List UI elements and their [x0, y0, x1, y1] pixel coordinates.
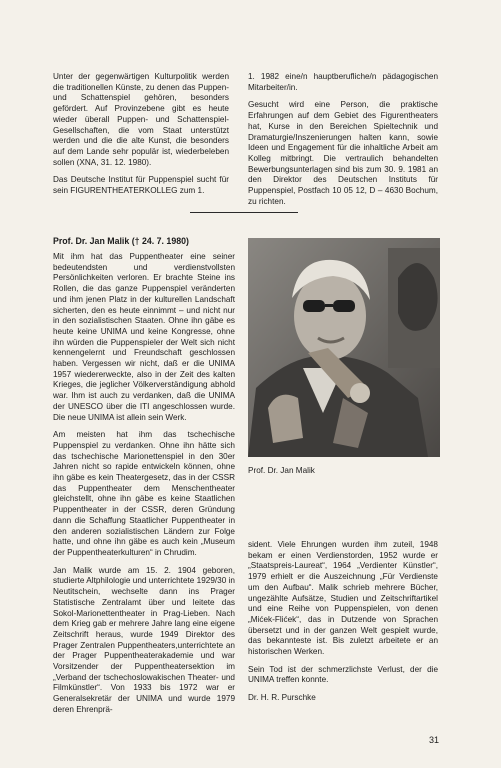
paragraph: Das Deutsche Institut für Puppenspiel sucht für sein FIGURENTHEATERKOLLEG zum 1.	[53, 175, 229, 196]
page-number: 31	[429, 735, 440, 745]
author-signature: Dr. H. R. Purschke	[248, 693, 316, 703]
paragraph: Mit ihm hat das Puppentheater eine seiner bedeutendsten und verdienstvollsten Persönlichkeiten verloren. Er brachte Steine ins Rollen, die das ganze Puppenspiel veränderten und ihm jenen Platz in der kulturellen Landschaft sicherten, den es heute einnimmt – und nicht nur in den sozialistischen Staaten. Ohne ihn gäbe es heute keine UNIMA und keine Kongresse, ohne ihn würden die Puppenspieler der Welt sich nicht kennengelernt und Freundschaft geschlossen haben. Vergessen wir nicht, daß er die UNIMA 1957 wiedererweckte, also in der Zeit des kalten Krieges, die jeglicher Völkerverständigung abhold war. Ihm ist auch zu verdanken, daß die UNIMA der UNESCO über die ITI angeschlossen wurde. Die neue UNIMA ist allein sein Werk.	[53, 252, 235, 422]
paragraph: 1. 1982 eine/n hauptberufliche/n pädagogischen Mitarbeiter/in.	[248, 72, 438, 92]
obituary-right-column	[248, 540, 438, 711]
top-right-column	[248, 72, 438, 214]
photo-caption: Prof. Dr. Jan Malik	[248, 466, 315, 475]
paragraph: Am meisten hat ihm das tschechische Puppenspiel zu verdanken. Ohne ihn hätte sich das tschechische Marionettenspiel in den 30er Jahren nicht so rapide entwickeln können, ohne ihn gäbe es kein Theatergesetz, das in der CSSR das Puppentheater dem Menschentheater gleichstellt, ohne ihn gäbe es keine Staatlichen Puppentheater in der CSSR, deren Gründung dann die Schaffung Staatlicher Puppentheater in den anderen sozialistischen Ländern zur Folge hatte, und ohne ihn gäbe es auch kein „Museum der Puppentheaterkulturen“ in Chrudim.	[53, 430, 235, 557]
portrait-photo	[248, 238, 440, 457]
paragraph: sident. Viele Ehrungen wurden ihm zuteil, 1948 bekam er einen Verdienstorden, 1952 wurde er „Staatspreis-Laureat“, 1964 „Verdienter Künstler“, 1979 erhielt er die Auszeichnung „Für Verdienste um den Aufbau“. Malik schrieb mehrere Bücher, ungezählte Aufsätze, Studien und Zeitschriftartikel und eine Reihe von Puppenspielen, von denen „Mićek-Flićek“, das in Dutzende von Sprachen übersetzt und in der ganzen Welt gespielt wurde, das bekannteste ist. Bis zuletzt arbeitete er an historischen Werken.	[248, 540, 438, 657]
paragraph: Sein Tod ist der schmerzlichste Verlust, der die UNIMA treffen konnte.	[248, 664, 438, 685]
paragraph: Gesucht wird eine Person, die praktische Erfahrungen auf dem Gebiet des Figurentheaters hat, Kurse in den Bereichen Spieltechnik und Dramaturgie/Inszenierungen halten kann, sowie Ideen und Engagement für die inhaltliche Arbeit am Kolleg mitbringt. Die vertraulich behandelten Bewerbungsunterlagen sind bis zum 30. 9. 1981 an den Direktor des Deutschen Instituts für Puppenspiel, Postfach 10 05 12, D – 4630 Bochum, zu richten.	[248, 100, 438, 206]
obituary-left-column	[53, 252, 235, 723]
paragraph: Jan Malik wurde am 15. 2. 1904 geboren, studierte Altphilologie und unterrichtete 1929/30 in Neutitschein, wechselte dann ins Prager Statistische Zentralamt über und leitete das Sokol-Marionettentheater in Prag-Lieben. Nach dem Krieg gab er mehrere Jahre lang eine eigene Zeitschrift heraus, wurde 1949 Direktor des Prager Zentralen Puppentheaters,unterrichtete an der Prager Puppentheaterakademie und war Vorsitzender der Puppentheatersektion im „Verband der tschechoslowakischen Theater- und Filmkünstler“. Von 1933 bis 1972 war er Generalsekretär der UNIMA und wurde 1979 deren Ehrenprä-	[53, 565, 235, 714]
top-left-column	[53, 72, 229, 204]
obituary-title: Prof. Dr. Jan Malik († 24. 7. 1980)	[53, 236, 189, 246]
section-divider	[190, 212, 298, 213]
paragraph: Unter der gegenwärtigen Kulturpolitik werden die traditionellen Künste, zu denen das Puppen- und Schattenspiel gehören, besonders gefördert. Auf Provinzebene gibt es heute wieder überall Puppen- und Schattenspiel-Gesellschaften, die vom Staat unterstützt werden und die die alte Kunst, die besonders auf dem Lande sehr populär ist, wiederbeleben sollen (XNA, 31. 12. 1980).	[53, 72, 229, 167]
